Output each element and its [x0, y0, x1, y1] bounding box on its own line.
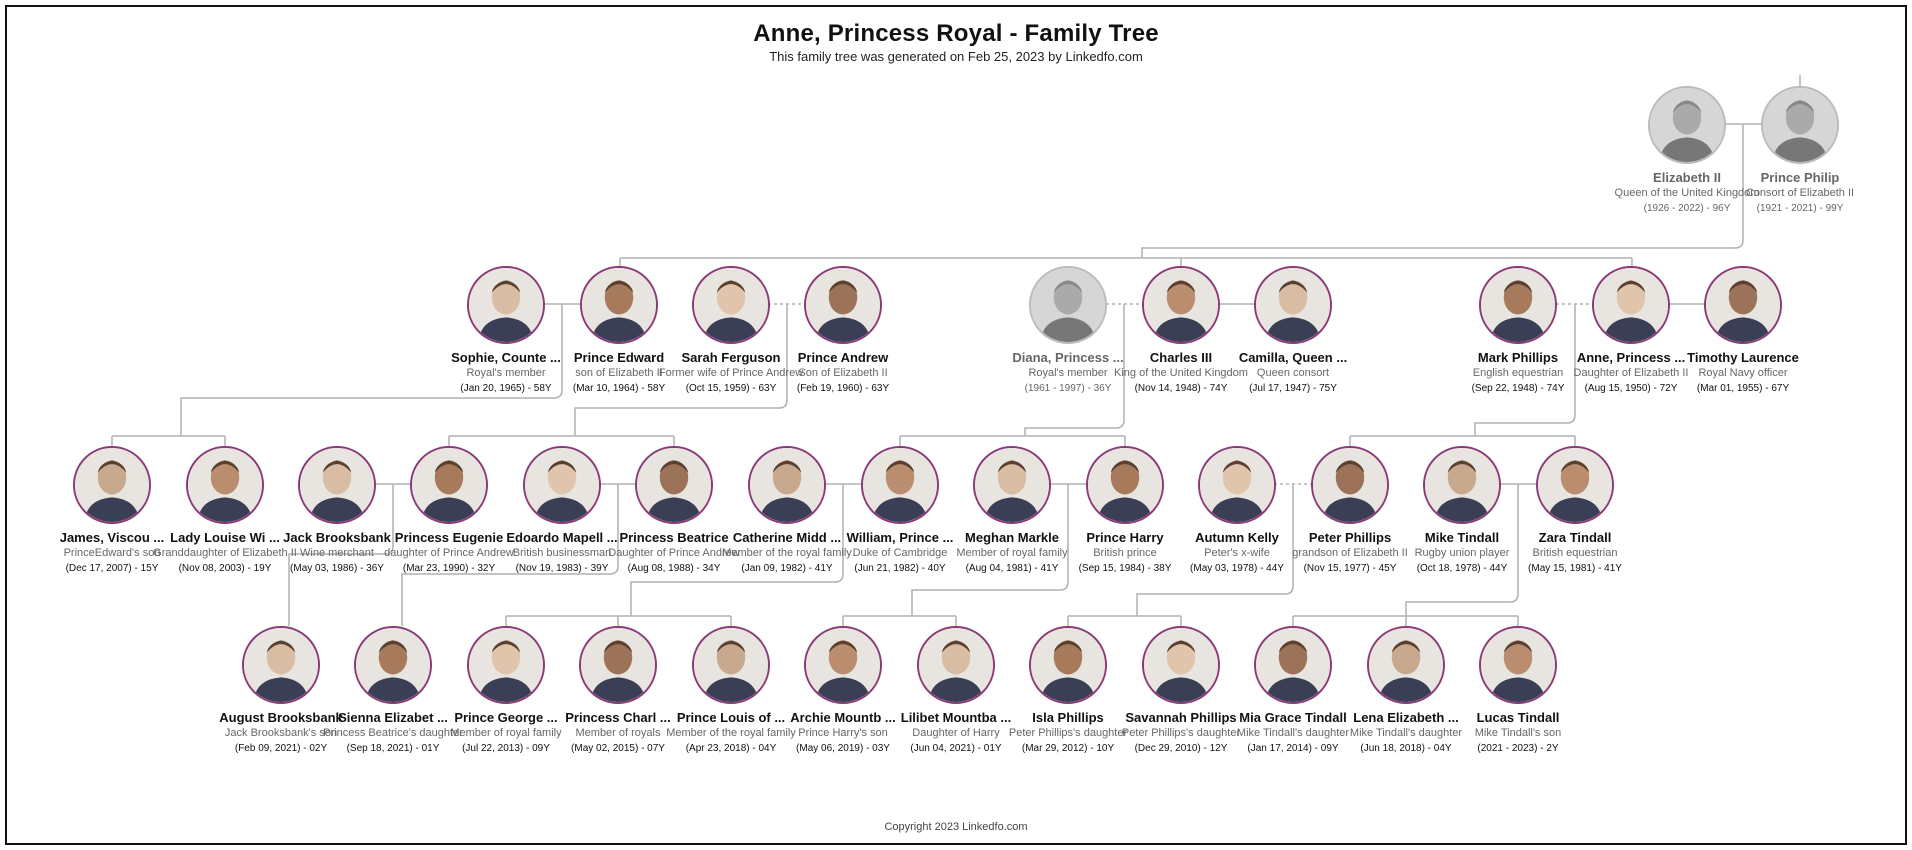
avatar[interactable]: [748, 446, 826, 524]
person-role: Member of royal family: [956, 547, 1068, 559]
avatar[interactable]: [1479, 266, 1557, 344]
person-role: Granddaughter of Elizabeth II: [153, 547, 297, 559]
person-silhouette-icon: [525, 448, 599, 522]
person-dates: (Dec 29, 2010) - 12Y: [1134, 743, 1228, 754]
avatar[interactable]: [1029, 626, 1107, 704]
person-role: Daughter of Elizabeth II: [1573, 367, 1689, 379]
person-dates: (May 03, 1986) - 36Y: [290, 563, 384, 574]
person-dates: (Dec 17, 2007) - 15Y: [65, 563, 159, 574]
person-name: Archie Mountb ...: [790, 710, 896, 725]
person-name: Lilibet Mountba ...: [900, 710, 1012, 725]
person-name: Sarah Ferguson: [681, 350, 781, 365]
avatar[interactable]: [1648, 86, 1726, 164]
person-role: Royal Navy officer: [1698, 367, 1788, 379]
avatar[interactable]: [1142, 626, 1220, 704]
person-name: Sophie, Counte ...: [451, 350, 561, 365]
avatar[interactable]: [410, 446, 488, 524]
person-silhouette-icon: [750, 448, 824, 522]
person-silhouette-icon: [1256, 268, 1330, 342]
person-silhouette-icon: [582, 268, 656, 342]
person-dates: (Jun 21, 1982) - 40Y: [854, 563, 946, 574]
avatar[interactable]: [1592, 266, 1670, 344]
person-dates: (Apr 23, 2018) - 04Y: [685, 743, 777, 754]
person-dates: (Mar 23, 1990) - 32Y: [402, 563, 496, 574]
avatar[interactable]: [1761, 86, 1839, 164]
person-role: British businessman: [512, 547, 612, 559]
person-dates: (2021 - 2023) - 2Y: [1477, 743, 1559, 754]
person-name: Mark Phillips: [1477, 350, 1559, 365]
person-dates: (Jul 17, 1947) - 75Y: [1249, 383, 1337, 394]
person-silhouette-icon: [581, 628, 655, 702]
person-role: daughter of Prince Andrew: [384, 547, 514, 559]
person-role: Mike Tindall's daughter: [1236, 727, 1350, 739]
person-role: son of Elizabeth II: [575, 367, 663, 379]
person-silhouette-icon: [244, 628, 318, 702]
person-dates: (May 03, 1978) - 44Y: [1190, 563, 1284, 574]
person-silhouette-icon: [356, 628, 430, 702]
person-role: Mike Tindall's son: [1474, 727, 1562, 739]
person-dates: (1921 - 2021) - 99Y: [1756, 203, 1844, 214]
person-silhouette-icon: [1763, 88, 1837, 162]
copyright-footer: Copyright 2023 Linkedfo.com: [884, 821, 1028, 833]
person-role: Former wife of Prince Andrew: [658, 367, 804, 379]
avatar[interactable]: [1423, 446, 1501, 524]
person-name: Catherine Midd ...: [732, 530, 842, 545]
avatar[interactable]: [1086, 446, 1164, 524]
person-silhouette-icon: [1481, 268, 1555, 342]
person-silhouette-icon: [1425, 448, 1499, 522]
person-role: King of the United Kingdom: [1114, 367, 1248, 379]
person-silhouette-icon: [1144, 268, 1218, 342]
person-silhouette-icon: [1200, 448, 1274, 522]
avatar[interactable]: [73, 446, 151, 524]
person-dates: (1961 - 1997) - 36Y: [1024, 383, 1112, 394]
avatar[interactable]: [242, 626, 320, 704]
person-name: Princess Eugenie: [394, 530, 504, 545]
avatar[interactable]: [523, 446, 601, 524]
person-role: Queen consort: [1256, 367, 1330, 379]
person-role: Mike Tindall's daughter: [1349, 727, 1463, 739]
person-name: William, Prince ...: [846, 530, 954, 545]
person-name: Lucas Tindall: [1476, 710, 1560, 725]
person-name: Prince George ...: [454, 710, 558, 725]
avatar[interactable]: [692, 626, 770, 704]
avatar[interactable]: [298, 446, 376, 524]
person-name: Lena Elizabeth ...: [1353, 710, 1459, 725]
person-dates: (May 15, 1981) - 41Y: [1528, 563, 1622, 574]
page-subtitle: This family tree was generated on Feb 25, 2023 by Linkedfo.com: [769, 49, 1143, 64]
person-name: Prince Edward: [573, 350, 665, 365]
person-name: Savannah Phillips: [1125, 710, 1237, 725]
person-silhouette-icon: [412, 448, 486, 522]
person-dates: (Sep 18, 2021) - 01Y: [346, 743, 440, 754]
avatar[interactable]: [804, 626, 882, 704]
person-role: Royal's member: [1028, 367, 1108, 379]
person-dates: (1926 - 2022) - 96Y: [1643, 203, 1731, 214]
person-name: Jack Brooksbank: [283, 530, 391, 545]
avatar[interactable]: [973, 446, 1051, 524]
avatar[interactable]: [579, 626, 657, 704]
person-name: Prince Louis of ...: [676, 710, 786, 725]
person-dates: (May 06, 2019) - 03Y: [796, 743, 890, 754]
avatar[interactable]: [467, 626, 545, 704]
avatar[interactable]: [1254, 626, 1332, 704]
person-name: Prince Andrew: [797, 350, 889, 365]
person-name: Princess Beatrice: [619, 530, 729, 545]
person-role: PrinceEdward's son: [63, 547, 161, 559]
person-role: Member of the royal family: [722, 547, 852, 559]
person-silhouette-icon: [188, 448, 262, 522]
avatar[interactable]: [1704, 266, 1782, 344]
person-role: Jack Brooksbank's son: [224, 727, 338, 739]
person-role: Prince Harry's son: [798, 727, 888, 739]
person-role: Duke of Cambridge: [852, 547, 948, 559]
avatar[interactable]: [917, 626, 995, 704]
person-dates: (Nov 15, 1977) - 45Y: [1303, 563, 1397, 574]
person-silhouette-icon: [1706, 268, 1780, 342]
person-silhouette-icon: [975, 448, 1049, 522]
avatar[interactable]: [804, 266, 882, 344]
person-dates: (Jan 17, 2014) - 09Y: [1247, 743, 1339, 754]
person-dates: (Nov 19, 1983) - 39Y: [515, 563, 609, 574]
person-dates: (Oct 18, 1978) - 44Y: [1416, 563, 1508, 574]
person-silhouette-icon: [919, 628, 993, 702]
person-silhouette-icon: [1031, 628, 1105, 702]
avatar[interactable]: [692, 266, 770, 344]
person-role: Daughter of Prince Andrew: [608, 547, 740, 559]
person-silhouette-icon: [1538, 448, 1612, 522]
avatar[interactable]: [1254, 266, 1332, 344]
person-dates: (Sep 15, 1984) - 38Y: [1078, 563, 1172, 574]
avatar[interactable]: [1142, 266, 1220, 344]
person-dates: (Mar 29, 2012) - 10Y: [1021, 743, 1115, 754]
person-silhouette-icon: [1088, 448, 1162, 522]
person-role: Member of royal family: [450, 727, 562, 739]
person-name: Diana, Princess ...: [1012, 350, 1124, 365]
person-role: Peter Phillips's daughter: [1121, 727, 1241, 739]
person-role: Peter's x-wife: [1204, 547, 1270, 559]
person-role: Wine merchant: [300, 547, 374, 559]
person-silhouette-icon: [694, 628, 768, 702]
person-dates: (Jan 09, 1982) - 41Y: [741, 563, 833, 574]
person-silhouette-icon: [1369, 628, 1443, 702]
person-silhouette-icon: [1144, 628, 1218, 702]
person-dates: (May 02, 2015) - 07Y: [571, 743, 665, 754]
person-name: Lady Louise Wi ...: [170, 530, 280, 545]
avatar[interactable]: [1367, 626, 1445, 704]
person-dates: (Jun 18, 2018) - 04Y: [1360, 743, 1452, 754]
person-name: Edoardo Mapell ...: [506, 530, 618, 545]
avatar[interactable]: [580, 266, 658, 344]
person-name: Timothy Laurence: [1687, 350, 1799, 365]
person-dates: (Feb 19, 1960) - 63Y: [796, 383, 890, 394]
person-role: Member of royals: [575, 727, 661, 739]
person-silhouette-icon: [1313, 448, 1387, 522]
person-silhouette-icon: [694, 268, 768, 342]
avatar[interactable]: [1029, 266, 1107, 344]
person-role: Daughter of Harry: [912, 727, 1000, 739]
person-dates: (Aug 15, 1950) - 72Y: [1584, 383, 1678, 394]
person-name: August Brooksbank: [219, 710, 343, 725]
person-role: Royal's member: [466, 367, 546, 379]
person-name: Autumn Kelly: [1195, 530, 1279, 545]
person-name: Charles III: [1149, 350, 1213, 365]
person-silhouette-icon: [1481, 628, 1555, 702]
person-dates: (Jun 04, 2021) - 01Y: [910, 743, 1002, 754]
person-role: Rugby union player: [1414, 547, 1510, 559]
avatar[interactable]: [1479, 626, 1557, 704]
avatar[interactable]: [186, 446, 264, 524]
person-role: Princess Beatrice's daughter: [323, 727, 463, 739]
person-name: Prince Harry: [1086, 530, 1164, 545]
person-dates: (Nov 08, 2003) - 19Y: [178, 563, 272, 574]
person-name: Zara Tindall: [1538, 530, 1612, 545]
person-silhouette-icon: [1031, 268, 1105, 342]
person-silhouette-icon: [300, 448, 374, 522]
avatar[interactable]: [861, 446, 939, 524]
person-dates: (Oct 15, 1959) - 63Y: [685, 383, 777, 394]
person-name: Meghan Markle: [965, 530, 1059, 545]
person-dates: (Aug 08, 1988) - 34Y: [627, 563, 721, 574]
person-role: Queen of the United Kingdom: [1614, 187, 1760, 199]
avatar[interactable]: [354, 626, 432, 704]
avatar[interactable]: [1311, 446, 1389, 524]
person-name: Anne, Princess ...: [1576, 350, 1686, 365]
person-silhouette-icon: [469, 268, 543, 342]
person-role: Peter Phillips's daughter: [1008, 727, 1128, 739]
person-dates: (Nov 14, 1948) - 74Y: [1134, 383, 1228, 394]
person-name: Elizabeth II: [1653, 170, 1721, 185]
person-name: Mike Tindall: [1424, 530, 1500, 545]
avatar[interactable]: [1536, 446, 1614, 524]
avatar[interactable]: [1198, 446, 1276, 524]
person-dates: (Jul 22, 2013) - 09Y: [462, 743, 550, 754]
person-dates: (Jan 20, 1965) - 58Y: [460, 383, 552, 394]
person-name: Prince Philip: [1760, 170, 1840, 185]
person-name: Isla Phillips: [1032, 710, 1104, 725]
person-silhouette-icon: [806, 628, 880, 702]
person-role: grandson of Elizabeth II: [1292, 547, 1408, 559]
person-name: Peter Phillips: [1308, 530, 1392, 545]
person-dates: (Sep 22, 1948) - 74Y: [1471, 383, 1565, 394]
person-role: British prince: [1093, 547, 1157, 559]
person-silhouette-icon: [1594, 268, 1668, 342]
person-role: Son of Elizabeth II: [798, 367, 888, 379]
person-dates: (Feb 09, 2021) - 02Y: [234, 743, 328, 754]
avatar[interactable]: [635, 446, 713, 524]
person-name: Camilla, Queen ...: [1238, 350, 1348, 365]
avatar[interactable]: [467, 266, 545, 344]
person-silhouette-icon: [469, 628, 543, 702]
person-name: Princess Charl ...: [565, 710, 671, 725]
person-silhouette-icon: [637, 448, 711, 522]
person-silhouette-icon: [863, 448, 937, 522]
person-role: English equestrian: [1472, 367, 1564, 379]
person-silhouette-icon: [806, 268, 880, 342]
person-name: Mia Grace Tindall: [1239, 710, 1347, 725]
person-silhouette-icon: [1650, 88, 1724, 162]
person-silhouette-icon: [1256, 628, 1330, 702]
person-name: James, Viscou ...: [59, 530, 165, 545]
page-title: Anne, Princess Royal - Family Tree: [753, 20, 1159, 47]
person-role: Consort of Elizabeth II: [1745, 187, 1855, 199]
person-role: Member of the royal family: [666, 727, 796, 739]
person-dates: (Aug 04, 1981) - 41Y: [965, 563, 1059, 574]
person-silhouette-icon: [75, 448, 149, 522]
person-dates: (Mar 01, 1955) - 67Y: [1696, 383, 1790, 394]
person-name: Sienna Elizabet ...: [338, 710, 448, 725]
person-role: British equestrian: [1532, 547, 1618, 559]
person-dates: (Mar 10, 1964) - 58Y: [572, 383, 666, 394]
